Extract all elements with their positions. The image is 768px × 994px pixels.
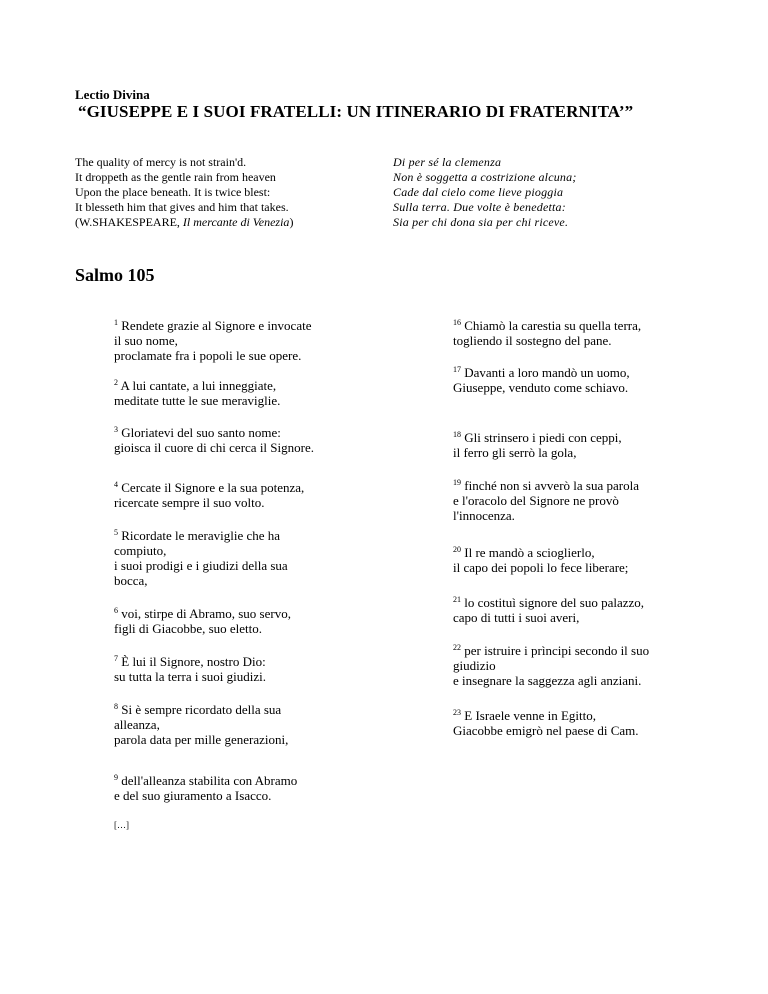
verse-line xyxy=(453,508,738,523)
verse-text: l'innocenza. xyxy=(453,508,515,523)
verse-line xyxy=(453,365,738,380)
verse-number: 23 xyxy=(453,708,461,717)
psalm-verse xyxy=(453,478,738,523)
epigraph-italian-line: Cade dal cielo come lieve pioggia xyxy=(393,185,564,199)
verse-text: il ferro gli serrò la gola, xyxy=(453,445,577,460)
verse-line xyxy=(453,380,738,395)
verse-text: ricercate sempre il suo volto. xyxy=(114,495,265,510)
verse-text: Il re mandò a scioglierlo, xyxy=(464,545,595,560)
verse-text: su tutta la terra i suoi giudizi. xyxy=(114,669,266,684)
psalm-verse xyxy=(453,365,738,395)
verse-number: 19 xyxy=(453,478,461,487)
verse-number: 2 xyxy=(114,378,118,387)
epigraph-italian-line: Sulla terra. Due volte è benedetta: xyxy=(393,200,566,214)
psalm-verse xyxy=(114,702,374,747)
verse-text: i suoi prodigi e i giudizi della sua xyxy=(114,558,288,573)
verse-line xyxy=(453,560,738,575)
psalm-verse xyxy=(453,708,738,738)
verse-text: È lui il Signore, nostro Dio: xyxy=(121,654,266,669)
epigraph-attribution xyxy=(75,215,293,230)
psalm-verse xyxy=(114,480,374,510)
verse-text: Ricordate le meraviglie che ha xyxy=(121,528,281,543)
psalm-verse xyxy=(453,595,738,625)
verse-number: 3 xyxy=(114,425,118,434)
epigraph-english-line: The quality of mercy is not strain'd. xyxy=(75,155,247,169)
verse-line xyxy=(453,333,738,348)
omission-marker: […] xyxy=(114,820,129,830)
verse-line xyxy=(453,318,738,333)
verse-line xyxy=(114,528,374,543)
verse-line xyxy=(114,378,374,393)
verse-line xyxy=(114,440,374,455)
verse-text: e l'oracolo del Signore ne provò xyxy=(453,493,619,508)
verse-line xyxy=(453,708,738,723)
verse-text: giudizio xyxy=(453,658,496,673)
verse-text: per istruire i prìncipi secondo il suo xyxy=(464,643,650,658)
verse-number: 16 xyxy=(453,318,461,327)
verse-line xyxy=(114,425,374,440)
verse-text: parola data per mille generazioni, xyxy=(114,732,289,747)
verse-text: figli di Giacobbe, suo eletto. xyxy=(114,621,263,636)
verse-number: 8 xyxy=(114,702,118,711)
psalm-verse xyxy=(453,430,738,460)
psalm-verse xyxy=(453,545,738,575)
verse-line xyxy=(114,773,374,788)
verse-line xyxy=(114,480,374,495)
verse-line xyxy=(114,558,374,573)
verse-number: 6 xyxy=(114,606,118,615)
verse-text: capo di tutti i suoi averi, xyxy=(453,610,580,625)
verse-line xyxy=(453,445,738,460)
psalm-verse xyxy=(453,643,738,688)
psalm-verse xyxy=(114,606,374,636)
epigraph-english-line: It droppeth as the gentle rain from heaven xyxy=(75,170,276,184)
verse-line xyxy=(114,495,374,510)
verse-line xyxy=(453,545,738,560)
verse-text: Giacobbe emigrò nel paese di Cam. xyxy=(453,723,639,738)
verse-text: Rendete grazie al Signore e invocate xyxy=(121,318,312,333)
epigraph-italian-line: Di per sé la clemenza xyxy=(393,155,502,169)
psalm-verse xyxy=(453,318,738,348)
verse-line xyxy=(114,717,374,732)
verse-text: e del suo giuramento a Isacco. xyxy=(114,788,272,803)
verse-line xyxy=(453,595,738,610)
verse-number: 17 xyxy=(453,365,461,374)
verse-line xyxy=(114,393,374,408)
verse-text: bocca, xyxy=(114,573,148,588)
verse-text: gioisca il cuore di chi cerca il Signore. xyxy=(114,440,314,455)
psalm-verse xyxy=(114,773,374,803)
verse-number: 18 xyxy=(453,430,461,439)
verse-line xyxy=(453,478,738,493)
verse-line xyxy=(114,669,374,684)
verse-text: E Israele venne in Egitto, xyxy=(464,708,597,723)
verse-number: 9 xyxy=(114,773,118,782)
verse-number: 21 xyxy=(453,595,461,604)
verse-line xyxy=(453,430,738,445)
verse-line xyxy=(453,658,738,673)
epigraph-italian-line: Sia per chi dona sia per chi riceve. xyxy=(393,215,569,229)
attribution-author: (W.SHAKESPEARE, xyxy=(75,215,183,229)
epigraph-italian-line: Non è soggetta a costrizione alcuna; xyxy=(393,170,577,184)
verse-text: il suo nome, xyxy=(114,333,178,348)
verse-text: compiuto, xyxy=(114,543,167,558)
verse-line xyxy=(114,732,374,747)
verse-text: togliendo il sostegno del pane. xyxy=(453,333,612,348)
verse-text: finché non si avverò la sua parola xyxy=(464,478,639,493)
verse-line xyxy=(114,543,374,558)
verse-text: Davanti a loro mandò un uomo, xyxy=(464,365,630,380)
verse-line xyxy=(453,723,738,738)
verse-text: Chiamò la carestia su quella terra, xyxy=(464,318,642,333)
verse-line xyxy=(114,621,374,636)
verse-number: 5 xyxy=(114,528,118,537)
verse-line xyxy=(453,610,738,625)
psalm-title: Salmo 105 xyxy=(75,265,155,285)
epigraph-english-line: Upon the place beneath. It is twice blest: xyxy=(75,185,271,199)
verse-text: Cercate il Signore e la sua potenza, xyxy=(121,480,305,495)
verse-line xyxy=(453,673,738,688)
psalm-verse xyxy=(114,528,374,588)
epigraph-italian xyxy=(393,155,577,230)
verse-line xyxy=(114,318,374,333)
psalm-verse xyxy=(114,318,374,363)
verse-line xyxy=(114,348,374,363)
verse-number: 1 xyxy=(114,318,118,327)
attribution-close: ) xyxy=(289,215,294,229)
verse-line xyxy=(453,643,738,658)
attribution-work: Il mercante di Venezia xyxy=(182,215,290,229)
document-title: “GIUSEPPE E I SUOI FRATELLI: UN ITINERARIO DI FRATERNITA’” xyxy=(78,102,634,121)
verse-number: 7 xyxy=(114,654,118,663)
verse-text: dell'alleanza stabilita con Abramo xyxy=(121,773,298,788)
verse-text: Gloriatevi del suo santo nome: xyxy=(121,425,281,440)
verse-text: lo costituì signore del suo palazzo, xyxy=(464,595,645,610)
psalm-verse xyxy=(114,425,374,455)
document-kicker: Lectio Divina xyxy=(75,87,150,102)
verse-line xyxy=(453,493,738,508)
epigraph-english xyxy=(75,155,293,230)
verse-text: e insegnare la saggezza agli anziani. xyxy=(453,673,642,688)
verse-line xyxy=(114,702,374,717)
verse-text: Giuseppe, venduto come schiavo. xyxy=(453,380,629,395)
epigraph-english-line: It blesseth him that gives and him that takes. xyxy=(75,200,289,214)
psalm-verse xyxy=(114,654,374,684)
verse-text: il capo dei popoli lo fece liberare; xyxy=(453,560,629,575)
verse-line xyxy=(114,333,374,348)
verse-line xyxy=(114,788,374,803)
verse-text: Gli strinsero i piedi con ceppi, xyxy=(464,430,622,445)
verse-line xyxy=(114,573,374,588)
verse-text: alleanza, xyxy=(114,717,160,732)
verse-number: 22 xyxy=(453,643,461,652)
verse-line xyxy=(114,654,374,669)
verse-text: A lui cantate, a lui inneggiate, xyxy=(120,378,277,393)
verse-text: Si è sempre ricordato della sua xyxy=(121,702,282,717)
verse-text: meditate tutte le sue meraviglie. xyxy=(114,393,281,408)
verse-text: proclamate fra i popoli le sue opere. xyxy=(114,348,302,363)
verse-number: 4 xyxy=(114,480,118,489)
verse-number: 20 xyxy=(453,545,461,554)
psalm-verse xyxy=(114,378,374,408)
verse-text: voi, stirpe di Abramo, suo servo, xyxy=(121,606,291,621)
verse-line xyxy=(114,606,374,621)
